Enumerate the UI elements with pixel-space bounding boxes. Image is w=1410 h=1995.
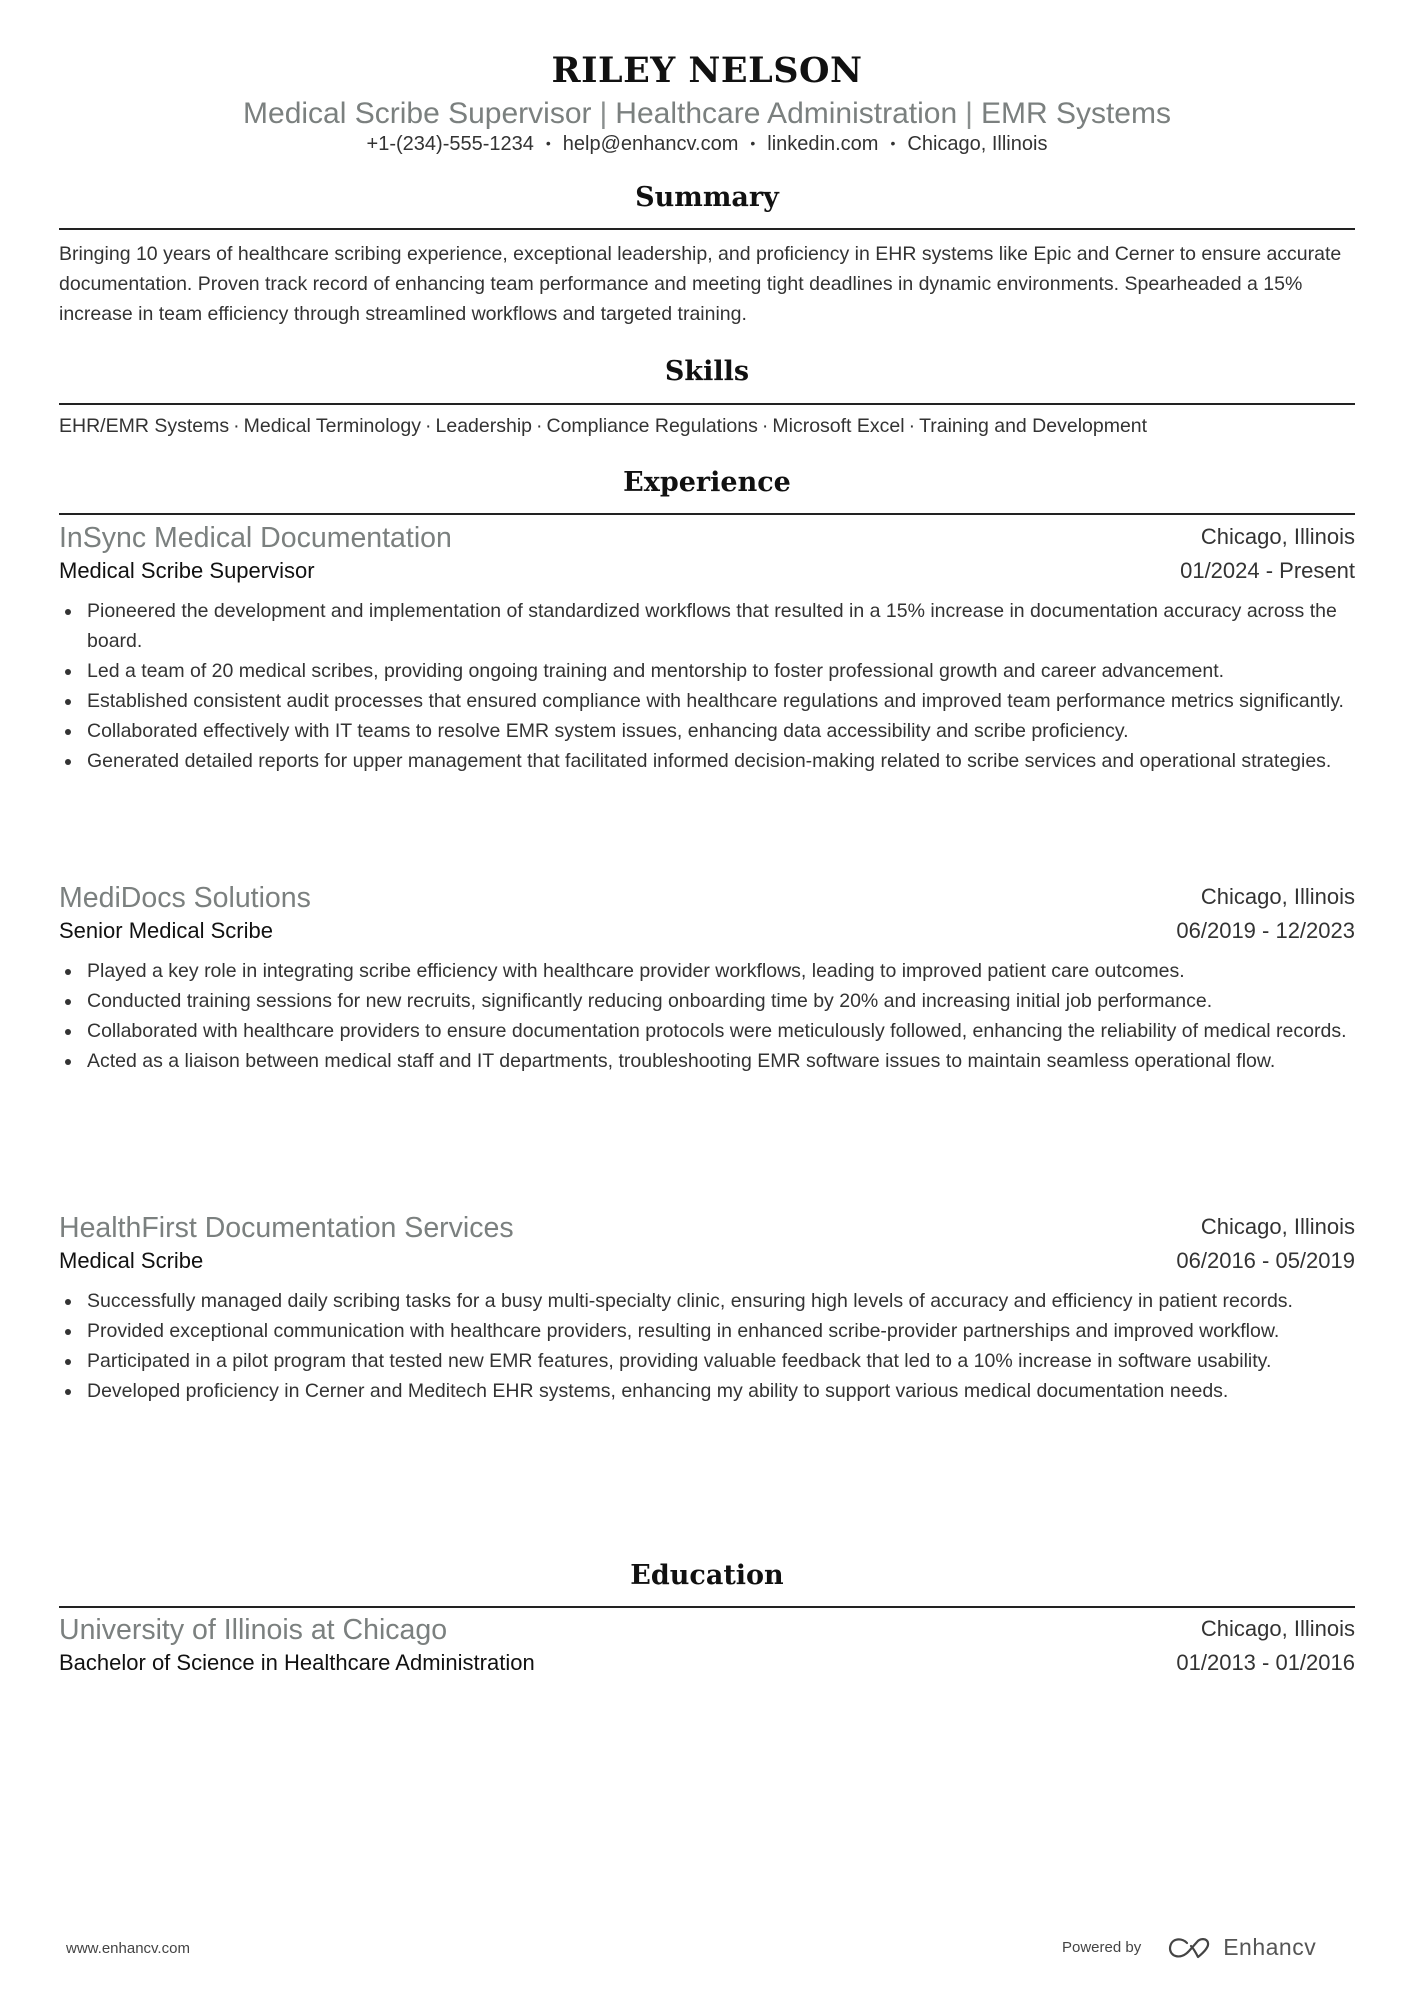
skill-separator: · xyxy=(908,415,916,437)
section-title-skills: Skills xyxy=(664,356,750,387)
entry-location: Chicago, Illinois xyxy=(1200,884,1355,909)
company-name: InSync Medical Documentation xyxy=(59,522,452,554)
section-title-education: Education xyxy=(630,1560,784,1591)
section-divider xyxy=(59,513,1355,515)
contact-separator: • xyxy=(545,135,551,151)
headline-separator: | xyxy=(965,97,973,130)
skill-item: EHR/EMR Systems xyxy=(59,415,230,437)
bullet-item: Acted as a liaison between medical staff and IT departments, troubleshooting EMR software issues to maintain seamless operational flow. xyxy=(59,1046,1355,1076)
skill-item: Training and Development xyxy=(919,415,1148,437)
entry-location: Chicago, Illinois xyxy=(1200,524,1355,549)
skills-list xyxy=(59,415,1355,438)
entry-dates: 01/2013 - 01/2016 xyxy=(1176,1650,1355,1675)
degree: Bachelor of Science in Healthcare Administration xyxy=(59,1650,535,1675)
headline xyxy=(59,97,1355,131)
experience-entry xyxy=(59,882,1355,1076)
footer-branding[interactable] xyxy=(1062,1934,1316,1961)
enhancv-logo-icon xyxy=(1167,1935,1213,1961)
bullet-item: Pioneered the development and implementation of standardized workflows that resulted in a 15% increase in documentation accuracy across the board. xyxy=(59,596,1355,656)
bullet-item: Developed proficiency in Cerner and Meditech EHR systems, enhancing my ability to support various medical documentation needs. xyxy=(59,1376,1355,1406)
headline-item: EMR Systems xyxy=(980,97,1171,130)
bullet-item: Participated in a pilot program that tested new EMR features, providing valuable feedback that led to a 10% increase in software usability. xyxy=(59,1346,1355,1376)
skill-separator: · xyxy=(761,415,769,437)
contact-separator: • xyxy=(890,135,896,151)
skill-item: Medical Terminology xyxy=(243,415,421,437)
contact-separator: • xyxy=(750,135,756,151)
headline-item: Healthcare Administration xyxy=(615,97,958,130)
entry-location: Chicago, Illinois xyxy=(1200,1616,1355,1641)
headline-separator: | xyxy=(599,97,608,130)
bullet-list xyxy=(59,1286,1355,1406)
skill-separator: · xyxy=(425,415,432,437)
skill-item: Leadership xyxy=(435,415,532,437)
entry-dates: 01/2024 - Present xyxy=(1180,558,1355,583)
skill-item: Compliance Regulations xyxy=(546,415,758,437)
skill-separator: · xyxy=(233,415,240,437)
section-divider xyxy=(59,228,1355,230)
school-name: University of Illinois at Chicago xyxy=(59,1614,448,1646)
location: Chicago, Illinois xyxy=(907,133,1048,155)
section-divider xyxy=(59,1606,1355,1608)
company-name: HealthFirst Documentation Services xyxy=(59,1212,514,1244)
footer-website-link[interactable]: www.enhancv.com xyxy=(66,1940,190,1957)
contact-line xyxy=(59,133,1355,156)
bullet-item: Established consistent audit processes that ensured compliance with healthcare regulations and improved team performance metrics significantly. xyxy=(59,686,1355,716)
experience-entry xyxy=(59,522,1355,776)
phone[interactable]: +1-(234)-555-1234 xyxy=(366,133,534,155)
linkedin-link[interactable]: linkedin.com xyxy=(767,133,879,155)
bullet-list xyxy=(59,956,1355,1076)
bullet-item: Provided exceptional communication with healthcare providers, resulting in enhanced scribe-provider partnerships and improved workflow. xyxy=(59,1316,1355,1346)
headline-item: Medical Scribe Supervisor xyxy=(243,97,592,130)
job-title: Senior Medical Scribe xyxy=(59,918,273,943)
bullet-item: Conducted training sessions for new recruits, significantly reducing onboarding time by 20% and increasing initial job performance. xyxy=(59,986,1355,1016)
entry-dates: 06/2019 - 12/2023 xyxy=(1176,918,1355,943)
experience-entry xyxy=(59,1212,1355,1406)
bullet-list xyxy=(59,596,1355,776)
powered-by-label: Powered by xyxy=(1062,1939,1142,1956)
company-name: MediDocs Solutions xyxy=(59,882,311,914)
job-title: Medical Scribe xyxy=(59,1248,204,1273)
section-title-summary: Summary xyxy=(635,182,779,213)
bullet-item: Collaborated with healthcare providers to ensure documentation protocols were meticulously followed, enhancing the reliability of medical records. xyxy=(59,1016,1355,1046)
skill-item: Microsoft Excel xyxy=(772,415,905,437)
skill-separator: · xyxy=(536,415,543,437)
bullet-item: Generated detailed reports for upper management that facilitated informed decision-making related to scribe services and operational strategies. xyxy=(59,746,1355,776)
entry-location: Chicago, Illinois xyxy=(1200,1214,1355,1239)
section-title-experience: Experience xyxy=(623,467,791,498)
job-title: Medical Scribe Supervisor xyxy=(59,558,315,583)
education-entry xyxy=(59,1614,1355,1686)
entry-dates: 06/2016 - 05/2019 xyxy=(1176,1248,1355,1273)
candidate-name: RILEY NELSON xyxy=(551,50,863,91)
summary-text: Bringing 10 years of healthcare scribing experience, exceptional leadership, and proficiency in EHR systems like Epic and Cerner to ensure accurate documentation. Proven track record of enhancing team performance and meeting tight deadlines in dynamic environments. Spearheaded a 15% increase in team efficiency through streamlined workflows and targeted training. xyxy=(59,243,1342,325)
bullet-item: Collaborated effectively with IT teams to resolve EMR system issues, enhancing data accessibility and scribe proficiency. xyxy=(59,716,1355,746)
brand-name: Enhancv xyxy=(1223,1934,1317,1960)
bullet-item: Led a team of 20 medical scribes, providing ongoing training and mentorship to foster professional growth and career advancement. xyxy=(59,656,1355,686)
bullet-item: Played a key role in integrating scribe efficiency with healthcare provider workflows, leading to improved patient care outcomes. xyxy=(59,956,1355,986)
email-link[interactable]: help@enhancv.com xyxy=(562,133,739,155)
section-divider xyxy=(59,403,1355,405)
bullet-item: Successfully managed daily scribing tasks for a busy multi-specialty clinic, ensuring high levels of accuracy and efficiency in patient records. xyxy=(59,1286,1355,1316)
